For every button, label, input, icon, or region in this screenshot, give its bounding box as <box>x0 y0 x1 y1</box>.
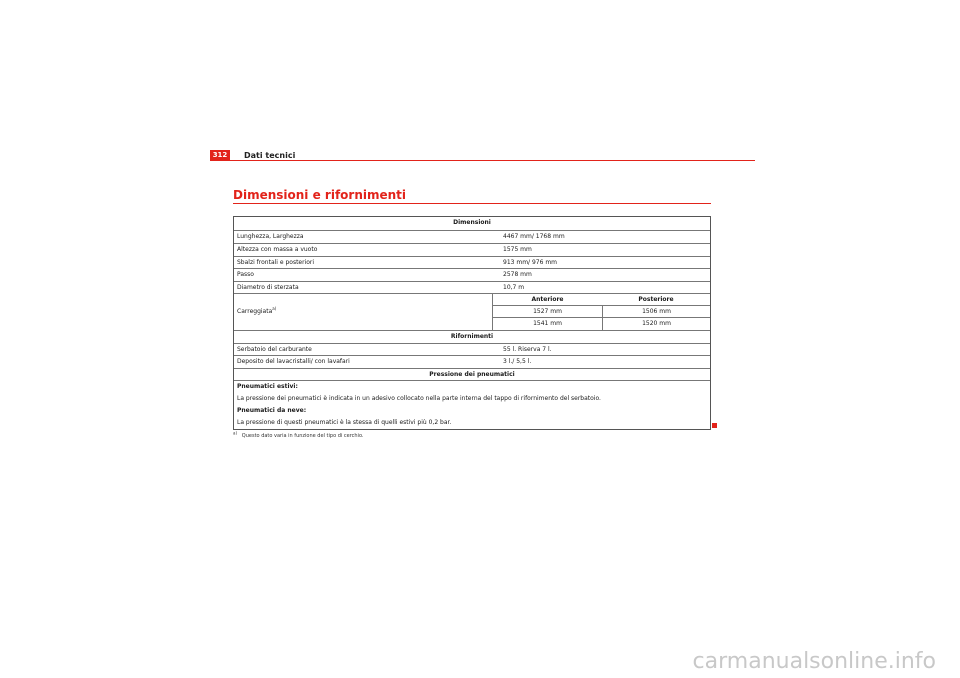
row-value: 10,7 m <box>503 284 525 291</box>
track-values-row <box>493 318 710 331</box>
track-front-value: 1541 mm <box>533 320 562 327</box>
track-subheader <box>493 294 710 306</box>
tyre-text-block <box>234 381 710 429</box>
row-value: 913 mm/ 976 mm <box>503 259 558 266</box>
track-label-cell <box>234 294 492 330</box>
section-title: Dimensioni e rifornimenti <box>233 188 407 202</box>
track-values-row <box>493 306 710 318</box>
row-value: 4467 mm/ 1768 mm <box>503 233 565 240</box>
track-rear-header: Posteriore <box>638 296 674 303</box>
table-row <box>234 269 710 282</box>
title-rule <box>233 203 711 204</box>
summer-label: Pneumatici estivi: <box>237 383 298 390</box>
table-row <box>234 344 710 356</box>
row-value: 55 l. Riserva 7 l. <box>503 346 552 353</box>
track-rear-value: 1506 mm <box>602 306 710 317</box>
footnote <box>233 432 364 440</box>
track-label: Carreggiata <box>237 308 273 315</box>
refills-header-row <box>234 331 710 344</box>
row-value: 1575 mm <box>503 246 532 253</box>
refills-header: Rifornimenti <box>450 333 494 340</box>
table-row <box>234 244 710 257</box>
table-row <box>234 356 710 369</box>
winter-label: Pneumatici da neve: <box>237 407 307 414</box>
dimensions-header: Dimensioni <box>453 219 491 226</box>
table-row <box>234 282 710 294</box>
row-label: Lunghezza, Larghezza <box>237 233 304 240</box>
header-rule <box>210 160 755 161</box>
table-row <box>234 231 710 244</box>
dimensions-header-row <box>234 217 710 231</box>
track-row <box>234 294 710 331</box>
tyre-header-row <box>234 369 710 381</box>
row-label: Sbalzi frontali e posteriori <box>237 259 315 266</box>
table-row <box>234 257 710 269</box>
track-rear-value: 1520 mm <box>602 318 710 331</box>
track-subtable <box>492 294 710 330</box>
watermark: carmanualsonline.info <box>692 649 936 674</box>
row-value: 3 l./ 5,5 l. <box>503 358 532 365</box>
end-of-section-marker <box>712 423 717 428</box>
track-front-value: 1527 mm <box>533 308 562 315</box>
row-label: Serbatoio del carburante <box>237 346 312 353</box>
spec-table <box>233 216 711 430</box>
row-value: 2578 mm <box>503 271 532 278</box>
row-label: Diametro di sterzata <box>237 284 299 291</box>
winter-text: La pressione di questi pneumatici è la stessa di quelli estivi più 0,2 bar. <box>237 419 452 426</box>
footnote-text: Questo dato varia in funzione del tipo di cerchio. <box>241 433 364 439</box>
row-label: Deposito del lavacristalli/ con lavafari <box>237 358 350 365</box>
track-front-header: Anteriore <box>531 296 564 303</box>
summer-text: La pressione dei pneumatici è indicata in un adesivo collocato nella parte interna del tappo di rifornimento del serbatoio. <box>237 395 601 402</box>
tyre-header: Pressione dei pneumatici <box>429 371 515 378</box>
footnote-ref: a) <box>272 306 277 311</box>
running-title: Dati tecnici <box>244 151 296 160</box>
row-label: Passo <box>237 271 254 278</box>
page-number: 312 <box>210 150 230 161</box>
footnote-marker: a) <box>233 430 238 436</box>
row-label: Altezza con massa a vuoto <box>237 246 318 253</box>
